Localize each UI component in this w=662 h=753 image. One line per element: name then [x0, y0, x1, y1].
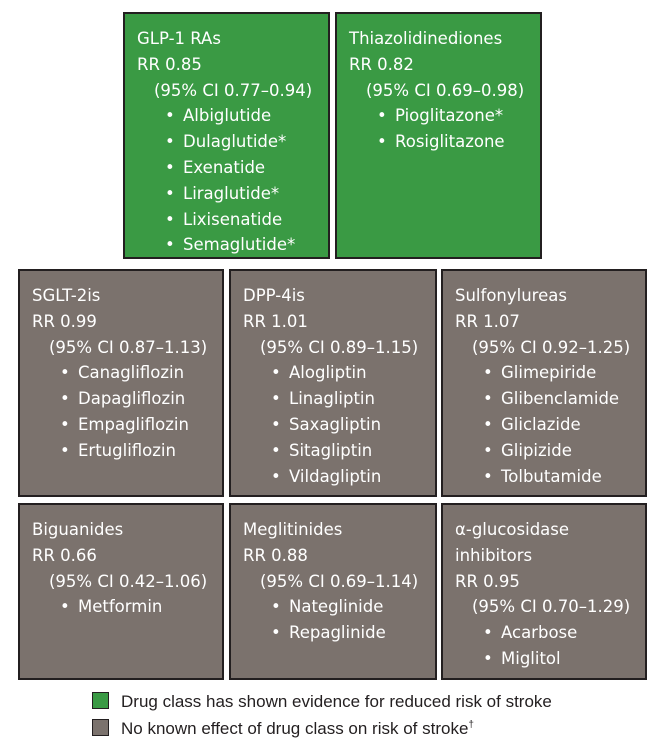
green-swatch-icon: [92, 692, 109, 709]
bullet-icon: •: [271, 389, 281, 409]
bullet-icon: •: [483, 466, 493, 486]
drug-item: • Albiglutide: [165, 103, 328, 129]
drug-item: • Semaglutide*: [165, 232, 328, 258]
bullet-icon: •: [483, 648, 493, 668]
drug-item: • Repaglinide: [271, 620, 435, 646]
bullet-icon: •: [271, 466, 281, 486]
drug-class-sulfonylureas: [441, 269, 647, 497]
drug-item: • Glibenclamide: [483, 386, 645, 412]
drug-item: • Lixisenatide: [165, 207, 328, 233]
bullet-icon: •: [165, 183, 175, 203]
bullet-icon: •: [377, 106, 387, 126]
bullet-icon: •: [271, 414, 281, 434]
relative-risk: RR 0.85: [137, 54, 202, 74]
bullet-icon: •: [483, 440, 493, 460]
bullet-icon: •: [165, 157, 175, 177]
confidence-interval: (95% CI 0.69–1.14): [260, 571, 419, 591]
confidence-interval: (95% CI 0.77–0.94): [154, 80, 313, 100]
drug-item: • Gliclazide: [483, 412, 645, 438]
drug-class-dpp4: [229, 269, 437, 497]
bullet-icon: •: [483, 623, 493, 643]
drug-class-biguanides: [18, 503, 224, 680]
confidence-interval: (95% CI 0.89–1.15): [260, 337, 419, 357]
drug-list: [32, 360, 222, 463]
drug-item: • Alogliptin: [271, 360, 435, 386]
legend-label: No known effect of drug class on risk of stroke: [121, 719, 469, 738]
bullet-icon: •: [483, 389, 493, 409]
relative-risk: RR 0.99: [32, 311, 97, 331]
drug-item: • Exenatide: [165, 155, 328, 181]
drug-class-meglitinides: [229, 503, 437, 680]
bullet-icon: •: [271, 440, 281, 460]
drug-item: • Vildagliptin: [271, 464, 435, 490]
drug-item: • Linagliptin: [271, 386, 435, 412]
relative-risk: RR 0.95: [455, 571, 520, 591]
drug-class-sglt2: [18, 269, 224, 497]
confidence-interval: (95% CI 0.92–1.25): [472, 337, 631, 357]
relative-risk: RR 1.07: [455, 311, 520, 331]
confidence-interval: (95% CI 0.42–1.06): [49, 571, 208, 591]
drug-item: • Glimepiride: [483, 360, 645, 386]
drug-class-alpha-glucosidase-inhibitors: [441, 503, 647, 680]
class-title: GLP-1 RAs: [137, 29, 221, 48]
confidence-interval: (95% CI 0.87–1.13): [49, 337, 208, 357]
legend-item-reduced-risk: [92, 691, 552, 713]
bullet-icon: •: [271, 623, 281, 643]
bullet-icon: •: [483, 414, 493, 434]
drug-item: • Tolbutamide: [483, 464, 645, 490]
class-title: Meglitinides: [243, 520, 343, 539]
drug-list: [455, 620, 645, 672]
drug-item: • Sitagliptin: [271, 438, 435, 464]
class-title: α-glucosidase: [455, 520, 570, 539]
confidence-interval: (95% CI 0.70–1.29): [472, 597, 631, 617]
drug-class-thiazolidinediones: [335, 12, 542, 259]
drug-item: • Empagliflozin: [60, 412, 222, 438]
class-title: DPP-4is: [243, 286, 305, 305]
drug-item: • Acarbose: [483, 620, 645, 646]
drug-list: [349, 103, 540, 155]
bullet-icon: •: [60, 389, 70, 409]
drug-class-glp1: [123, 12, 330, 259]
drug-list: [32, 594, 222, 620]
drug-item: • Miglitol: [483, 646, 645, 672]
gray-swatch-icon: [92, 719, 109, 736]
drug-list: [243, 360, 435, 489]
bullet-icon: •: [483, 363, 493, 383]
drug-item: • Nateglinide: [271, 594, 435, 620]
bullet-icon: •: [165, 209, 175, 229]
bullet-icon: •: [271, 597, 281, 617]
drug-item: • Liraglutide*: [165, 181, 328, 207]
bullet-icon: •: [165, 106, 175, 126]
bullet-icon: •: [60, 414, 70, 434]
drug-item: • Ertugliflozin: [60, 438, 222, 464]
relative-risk: RR 0.88: [243, 545, 308, 565]
bullet-icon: •: [377, 132, 387, 152]
legend-label: Drug class has shown evidence for reduced risk of stroke: [121, 692, 552, 711]
drug-item: • Pioglitazone*: [377, 103, 540, 129]
drug-item: • Dulaglutide*: [165, 129, 328, 155]
drug-item: • Metformin: [60, 594, 222, 620]
bullet-icon: •: [165, 235, 175, 255]
drug-list: [455, 360, 645, 489]
class-title: SGLT-2is: [32, 286, 101, 305]
drug-list: [137, 103, 328, 258]
dagger-footnote-mark: †: [468, 719, 474, 731]
relative-risk: RR 0.82: [349, 54, 414, 74]
confidence-interval: (95% CI 0.69–0.98): [366, 80, 525, 100]
class-title: Biguanides: [32, 520, 124, 539]
drug-item: • Glipizide: [483, 438, 645, 464]
drug-item: • Rosiglitazone: [377, 129, 540, 155]
class-title: Thiazolidinediones: [349, 29, 503, 48]
drug-item: • Saxagliptin: [271, 412, 435, 438]
relative-risk: RR 1.01: [243, 311, 308, 331]
drug-item: • Canagliflozin: [60, 360, 222, 386]
bullet-icon: •: [60, 440, 70, 460]
drug-list: [243, 594, 435, 646]
class-title: Sulfonylureas: [455, 286, 567, 305]
legend-item-no-effect: [92, 718, 474, 740]
bullet-icon: •: [60, 597, 70, 617]
class-title-continued: inhibitors: [455, 545, 533, 565]
relative-risk: RR 0.66: [32, 545, 97, 565]
bullet-icon: •: [165, 132, 175, 152]
bullet-icon: •: [271, 363, 281, 383]
drug-item: • Dapagliflozin: [60, 386, 222, 412]
bullet-icon: •: [60, 363, 70, 383]
